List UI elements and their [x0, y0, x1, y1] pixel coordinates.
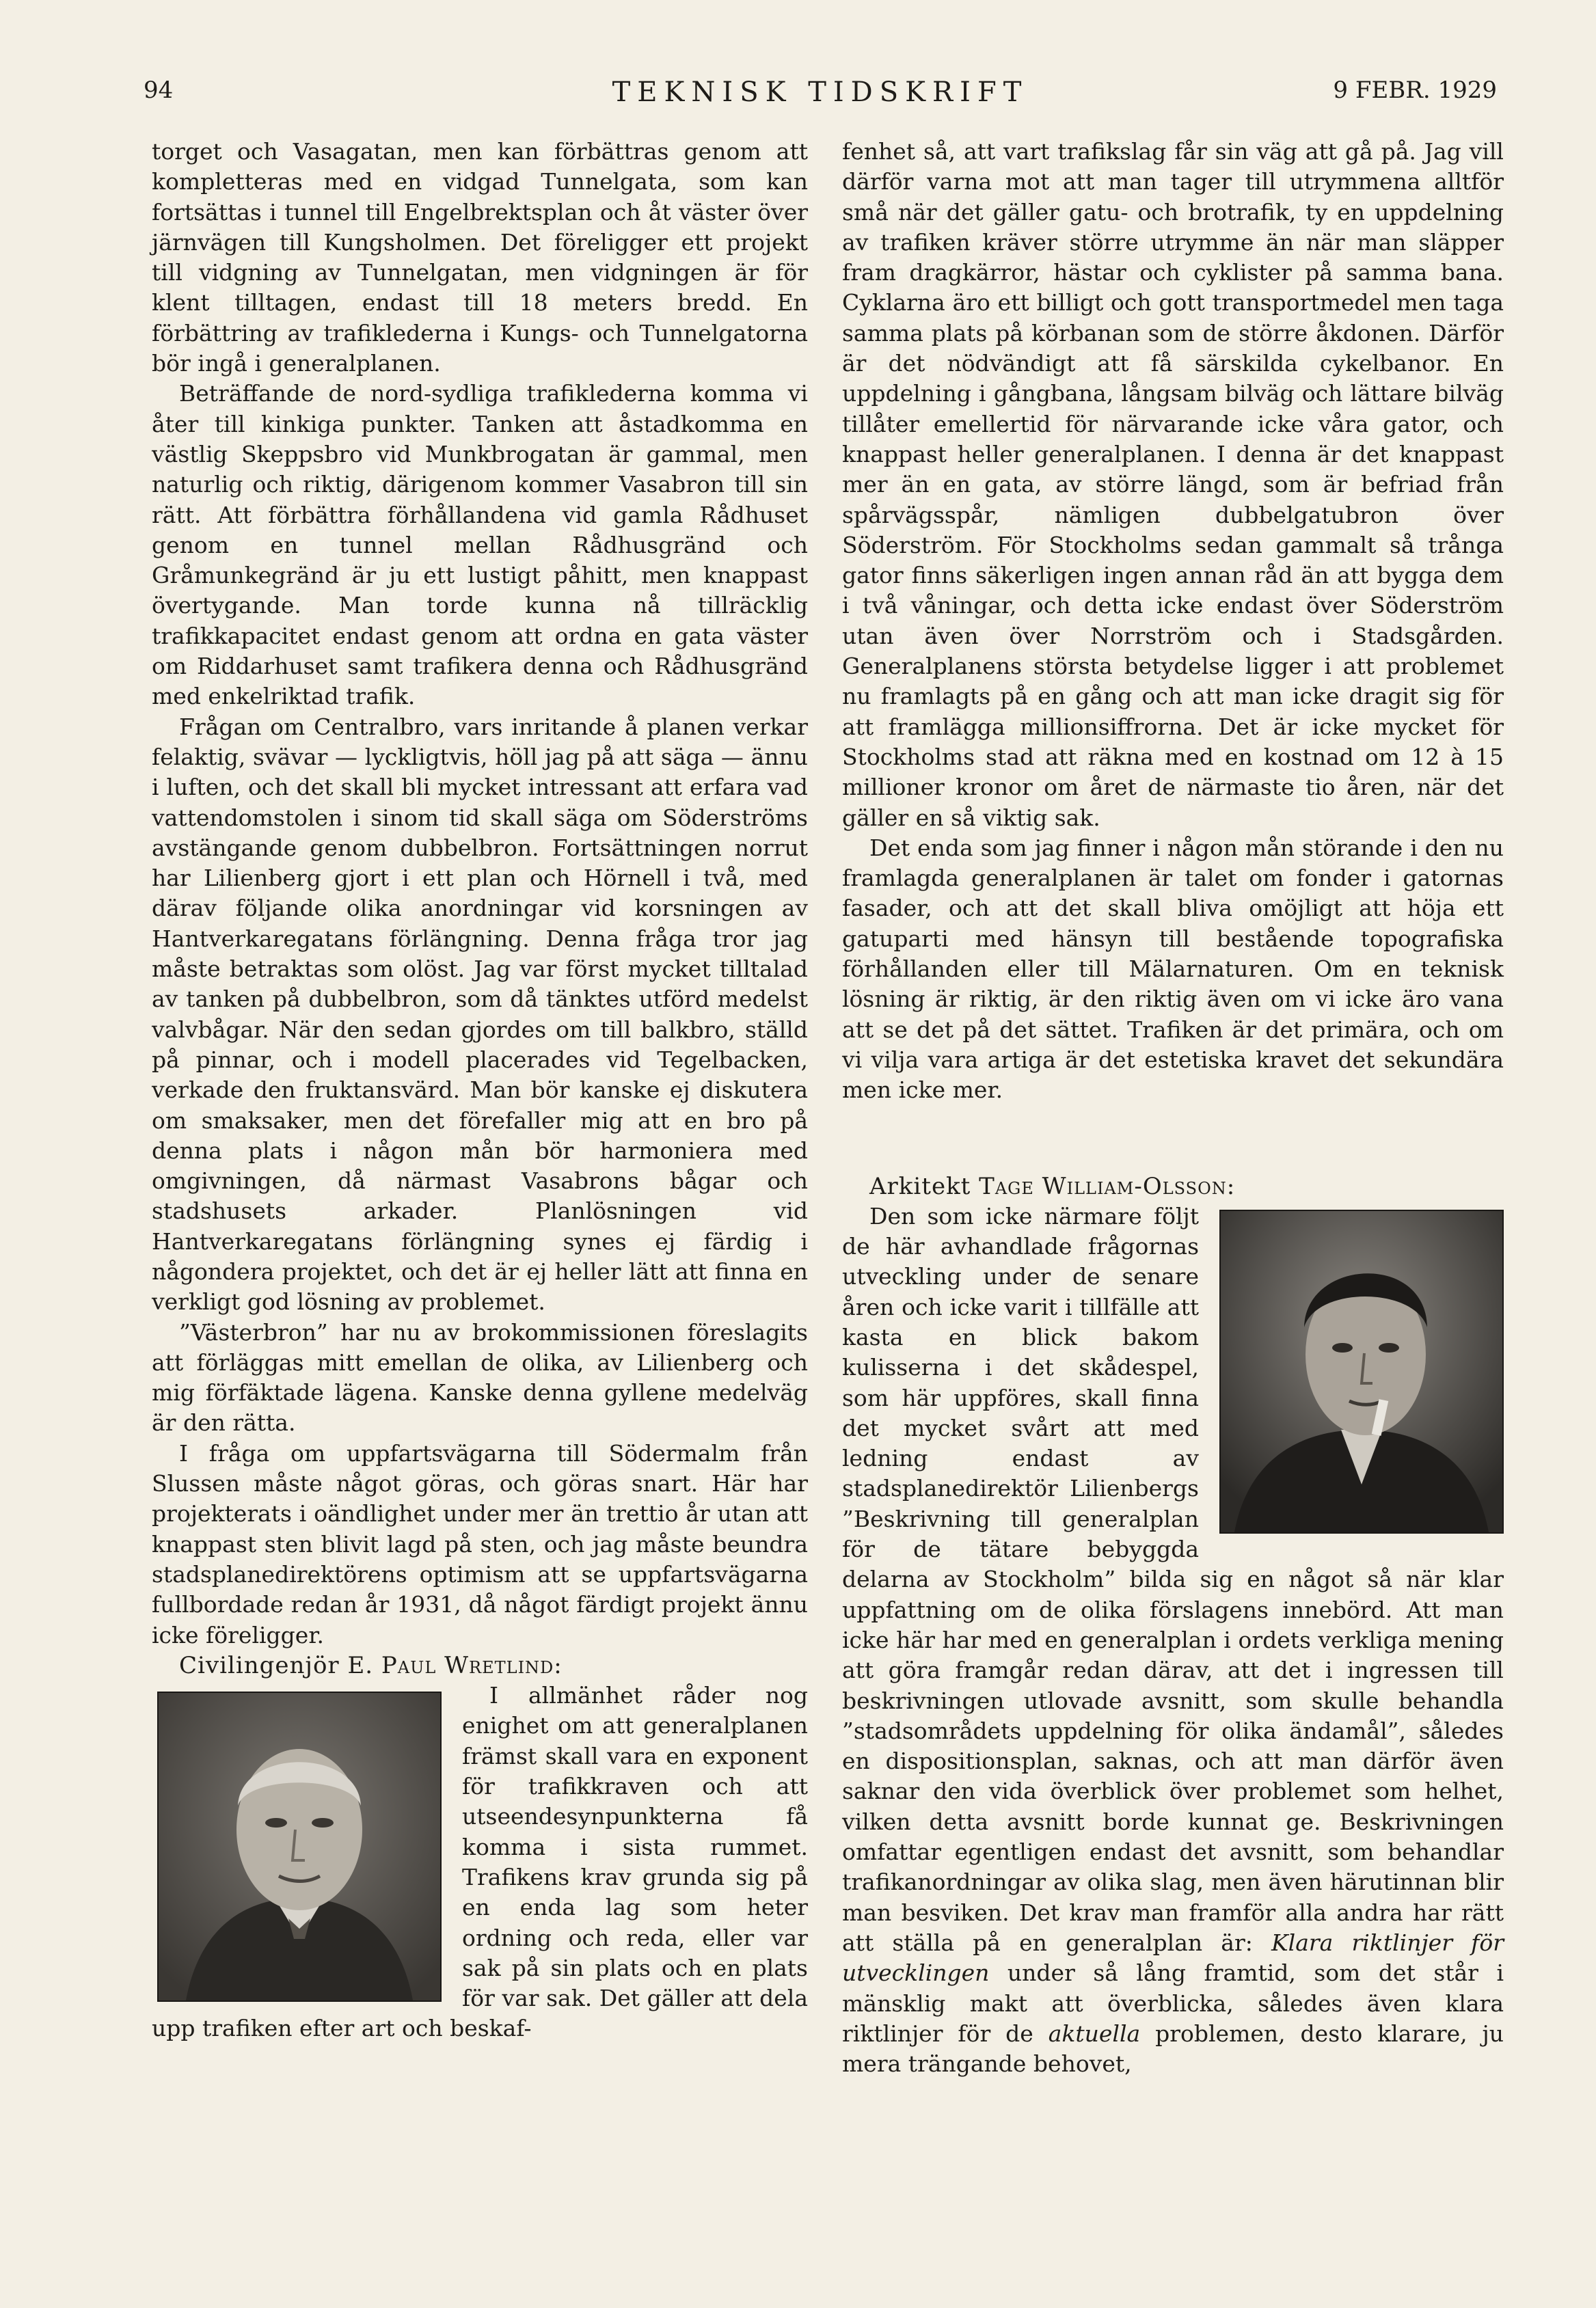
- paragraph-text: under så lång framtid, som det står i mänsklig makt att överblicka, således även klara riktlinjer för de: [842, 1959, 1504, 2047]
- paragraph: Det enda som jag finner i någon mån störande i den nu framlagda generalplanen är talet om fonder i gatornas fasader, och att det skall bliva omöjligt att höja ett gatuparti med hänsyn till bestående topografiska förhållanden eller till Mälarnaturen. Om en teknisk lösning är riktig, är den riktig även om vi icke äro vana att se det på det sättet. Trafiken är det primära, och om vi vilja vara artiga är det estetiska kravet det sekundära men icke mer.: [842, 834, 1504, 1104]
- heading-colon: :: [554, 1651, 563, 1679]
- portrait-photo-william-olsson: [1219, 1210, 1504, 1534]
- paragraph-text: problemen, desto klarare, ju mera trängande behovet,: [842, 2020, 1504, 2078]
- heading-colon: :: [1226, 1172, 1236, 1200]
- heading-title: Arkitekt: [869, 1172, 979, 1200]
- paragraph: Frågan om Centralbro, vars inritande å planen verkar felaktig, svävar — lyckligtvis, höll jag på att säga — ännu i luften, och det skall bli mycket intressant att erfara vad vattendomstolen i sinom tid skall säga om Söderströms avstängande genom dubbelbron. Fortsättningen norrut har Lilienberg gjort i ett plan och Hörnell i två, med därav följande olika anordningar vid korsningen av Hantverkaregatans förlängning. Denna fråga tror jag måste betraktas som olöst. Jag var först mycket tilltalad av tanken på dubbelbron, som då tänktes utförd medelst valvbågar. När den sedan gjordes om till balkbro, ställd på pinnar, och i modell placerades vid Tegelbacken, verkade den fruktansvärd. Man bör kanske ej diskutera om smaksaker, men det förefaller mig att en bro på denna plats i någon mån bör harmoniera med omgivningen, då närmast Vasabrons bågar och stadshusets arkader. Planlösningen vid Hantverkaregatans förlängning synes ej färdig i någondera projektet, och det är ej heller lätt att finna en verkligt god lösning av problemet.: [152, 713, 808, 1316]
- portrait-photo-wretlind: [157, 1692, 442, 2002]
- paragraph: torget och Vasagatan, men kan förbättras genom att kompletteras med en vidgad Tunnelgata, som kan fortsättas i tunnel till Engelbrektsplan och åt väster över järnvägen till Kungsholmen. Det föreligger ett projekt till vidgning av Tunnelgatan, men vidgningen är för klent tilltagen, endast till 18 meters bredd. En förbättring av trafiklederna i Kungs- och Tunnelgatorna bör ingå i generalplanen.: [152, 138, 808, 377]
- heading-author-name: Tage William-Olsson: [979, 1172, 1227, 1200]
- page-header: [144, 77, 1497, 124]
- section-paragraph-wretlind: I allmänhet råder nog enighet om att generalplanen främst skall vara en exponent för trafikkraven och att utseendesynpunkterna få komma i sista rummet. Trafikens krav grunda sig på en enda lag som heter ordning och reda, eller var sak på sin plats och en plats för var sak. Det gäller att dela upp trafiken efter art och beskaf-: [152, 1682, 808, 2042]
- page-number: 94: [144, 77, 174, 104]
- paragraph: ”Västerbron” har nu av brokommissionen föreslagits att förläggas mitt emellan de olika, av Lilienberg och mig förfäktade lägena. Kanske denna gyllene medelväg är den rätta.: [152, 1318, 808, 1437]
- journal-title: TEKNISK TIDSKRIFT: [612, 77, 1029, 108]
- portrait-wretlind-image: [159, 1693, 440, 2000]
- right-column: [842, 137, 1504, 2079]
- heading-author-name: Paul Wretlind: [381, 1651, 554, 1679]
- section-heading-william-olsson: [842, 1171, 1504, 1201]
- portrait-william-olsson-image: [1221, 1211, 1502, 1532]
- issue-date: 9 FEBR. 1929: [1333, 77, 1497, 104]
- paragraph: I fråga om uppfartsvägarna till Södermalm från Slussen måste något göras, och göras snart. Här har projekterats i oändlighet under mer än trettio år utan att knappast sten blivit lagd på sten, och jag måste beundra stadsplanedirektörens optimism att se uppfartsvägarna fullbordade redan år 1931, då något färdigt projekt ännu icke föreligger.: [152, 1439, 808, 1648]
- emphasis-text: aktuella: [1048, 2020, 1141, 2047]
- heading-title: Civilingenjör E.: [179, 1651, 381, 1679]
- paragraph-text: Den som icke närmare följt de här avhandlade frågornas utveckling under de senare åren och icke varit i tillfälle att kasta en blick bakom kulisserna i det skådespel, som här uppföres, skall finna det mycket svårt att med ledning endast av stadsplanedirektör Lilienbergs ”Beskrivning till generalplan för de tätare bebyggda delarna av Stockholm” bilda sig en något så när klar uppfattning om de olika förslagens innebörd. Att man icke här har med en generalplan i ordets verkliga mening att göra framgår redan därav, att det i ingressen till beskrivningen utlovade avsnitt, som skulle behandla ”stadsområdets uppdelning för olika ändamål”, således en dispositionsplan, saknas, och att man därför även saknar den vida överblick över problemet som helhet, vilken detta avsnitt borde kunnat ge. Beskrivningen omfattar egentligen endast det avsnitt, som behandlar trafikanordningar av olika slag, men även härutinnan blir man besviken. Det krav man framför alla andra har rätt att ställa på en generalplan är:: [842, 1202, 1504, 1956]
- left-column: [152, 137, 808, 2044]
- paragraph: fenhet så, att vart trafikslag får sin väg att gå på. Jag vill därför varna mot att man tager till utrymmena alltför små när det gäller gatu- och brotrafik, ty en uppdelning av trafiken kräver större utrymme än när man släpper fram dragkärror, hästar och cyklister på samma bana. Cyklarna äro ett billigt och gott transportmedel men taga samma plats på körbanan som de större åkdonen. Därför är det nödvändigt att få särskilda cykelbanor. En uppdelning i gångbana, långsam bilväg och lättare bilväg tillåter emellertid för närvarande icke våra gator, och knappast heller generalplanen. I denna är det knappast mer än en gata, av större längd, som är befriad från spårvägsspår, nämligen dubbelgatubron över Söderström. För Stockholms sedan gammalt så trånga gator finns säkerligen ingen annan råd än att bygga dem i två våningar, och detta icke endast över Söderström utan även över Norrström och i Stadsgården. Generalplanens största betydelse ligger i att problemet nu framlagts på en gång och att man icke dragit sig för att framlägga millionsiffrorna. Det är icke mycket för Stockholms stad att räkna med en kostnad om 12 à 15 millioner kronor om året de närmaste tio åren, när det gäller en så viktig sak.: [842, 138, 1504, 831]
- emphasis-text: Klara riktlinjer för utvecklingen: [842, 1929, 1504, 1987]
- paragraph: Beträffande de nord-sydliga trafiklederna komma vi åter till kinkiga punkter. Tanken att åstadkomma en västlig Skeppsbro vid Munkbrogatan är gammal, men naturlig och riktig, därigenom kommer Vasabron till sin rätt. Att förbättra förhållandena vid gamla Rådhuset genom en tunnel mellan Rådhusgränd och Gråmunkegränd är ju ett lustigt påhitt, men knappast övertygande. Man torde kunna nå tillräcklig trafikkapacitet endast genom att ordna en gata väster om Riddarhuset samt trafikera denna och Rådhusgränd med enkelriktad trafik.: [152, 380, 808, 710]
- section-heading-wretlind: [152, 1651, 808, 1681]
